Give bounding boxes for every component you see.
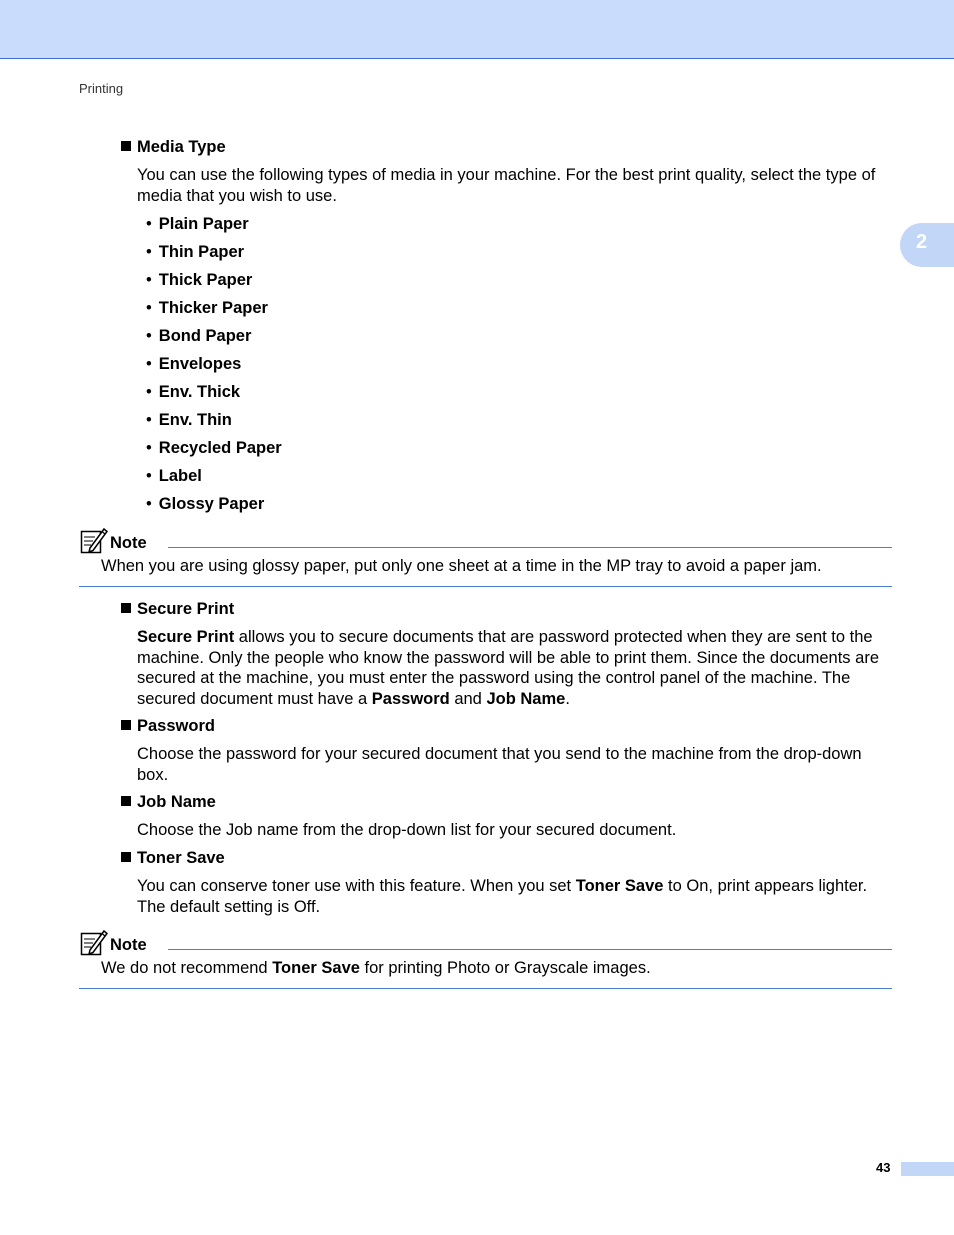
password-heading: Password xyxy=(121,716,215,736)
list-item: • Envelopes xyxy=(146,355,242,373)
running-head: Printing xyxy=(79,81,124,96)
note-text: We do not recommend Toner Save for printing Photo or Grayscale images. xyxy=(101,959,651,977)
note-label: Note xyxy=(110,936,147,954)
page-tab xyxy=(901,1162,954,1176)
list-item: • Recycled Paper xyxy=(146,439,282,457)
square-bullet-icon xyxy=(121,796,131,806)
list-item: • Env. Thin xyxy=(146,411,232,429)
toner-save-body: You can conserve toner use with this feature. When you set Toner Save to On, print appears lighter. The default setting is Off. xyxy=(137,877,868,916)
media-type-body: You can use the following types of media in your machine. For the best print quality, select the type of media that you wish to use. xyxy=(137,166,876,205)
note-label: Note xyxy=(110,534,147,552)
job-name-body: Choose the Job name from the drop-down list for your secured document. xyxy=(137,821,677,839)
header-band xyxy=(0,0,954,59)
square-bullet-icon xyxy=(121,603,131,613)
list-item: • Thicker Paper xyxy=(146,299,268,317)
note-divider xyxy=(79,586,892,587)
list-item: • Label xyxy=(146,467,202,485)
secure-print-heading: Secure Print xyxy=(121,599,234,619)
list-item: • Env. Thick xyxy=(146,383,241,401)
note-text: When you are using glossy paper, put only one sheet at a time in the MP tray to avoid a paper jam. xyxy=(101,557,822,575)
list-item: • Thin Paper xyxy=(146,243,245,261)
square-bullet-icon xyxy=(121,720,131,730)
media-type-heading: Media Type xyxy=(121,137,226,157)
square-bullet-icon xyxy=(121,852,131,862)
note-divider xyxy=(168,547,892,548)
job-name-heading: Job Name xyxy=(121,792,216,812)
list-item: • Thick Paper xyxy=(146,271,253,289)
chapter-tab xyxy=(900,223,954,267)
secure-print-body: Secure Print allows you to secure documents that are password protected when they are sent to the machine. Only the people who know the password will be able to print them. Since the documents are secured at the machine, you must enter the password using the control panel of the machine. The secured document must have a Password and Job Name. xyxy=(137,628,879,708)
square-bullet-icon xyxy=(121,141,131,151)
password-body: Choose the password for your secured document that you send to the machine from the drop-down box. xyxy=(137,745,862,784)
list-item: • Glossy Paper xyxy=(146,495,265,513)
note-divider xyxy=(168,949,892,950)
note-pencil-icon xyxy=(80,527,108,554)
list-item: • Plain Paper xyxy=(146,215,249,233)
chapter-number: 2 xyxy=(916,231,928,253)
page-number: 43 xyxy=(876,1160,891,1175)
note-pencil-icon xyxy=(80,929,108,956)
note-divider xyxy=(79,988,892,989)
toner-save-heading: Toner Save xyxy=(121,848,225,868)
list-item: • Bond Paper xyxy=(146,327,252,345)
